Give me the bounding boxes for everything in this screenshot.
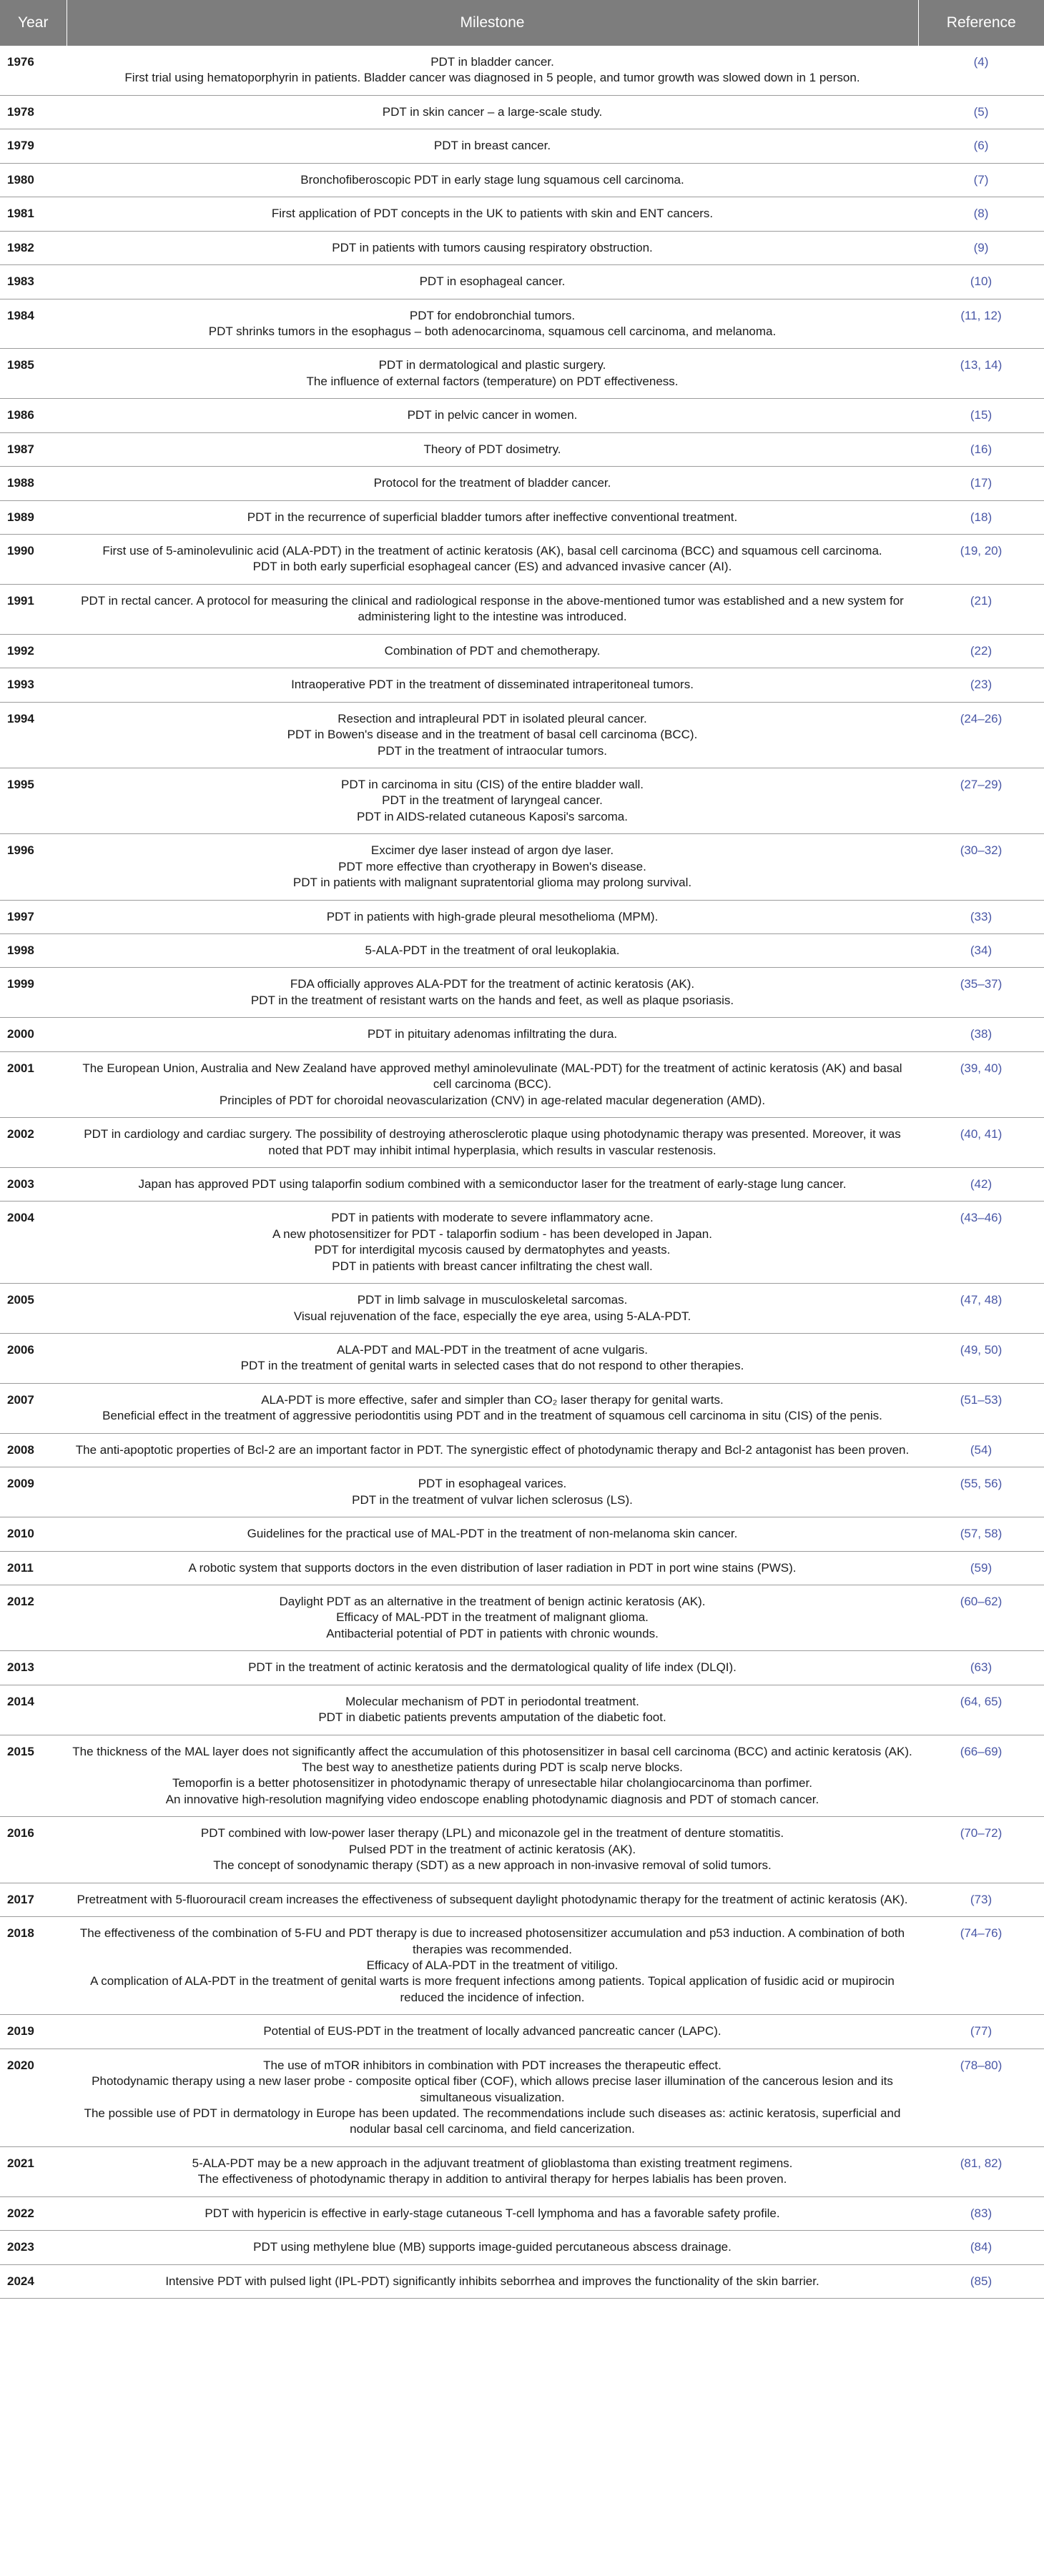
reference-link[interactable]: (66–69) <box>960 1744 1003 1758</box>
table-row <box>0 1551 1044 1585</box>
year-cell: 1986 <box>7 408 34 422</box>
milestone-line: PDT in both early superficial esophageal cancer (ES) and advanced invasive cancer (AI). <box>252 560 732 574</box>
year-cell: 1995 <box>7 777 34 791</box>
year-cell: 1993 <box>7 678 34 692</box>
milestone-line: The thickness of the MAL layer does not significantly affect the accumulation of this photosensitizer in basal cell carcinoma (BCC) and actinic keratosis (AK). <box>72 1744 912 1758</box>
milestone-line: Temoporfin is a better photosensitizer in photodynamic therapy of unresectable hilar cholangiocarcinoma than porfimer. <box>172 1776 812 1790</box>
reference-link[interactable]: (70–72) <box>960 1826 1003 1841</box>
reference-link[interactable]: (39, 40) <box>960 1061 1003 1075</box>
milestone-cell <box>67 2049 918 2146</box>
milestone-line: An innovative high-resolution magnifying video endoscope enabling photodynamic diagnosis and PDT of stomach cancer. <box>165 1792 819 1806</box>
reference-link[interactable]: (17) <box>970 476 993 490</box>
milestone-line: Potential of EUS-PDT in the treatment of locally advanced pancreatic cancer (LAPC). <box>263 2024 722 2038</box>
milestone-line: Protocol for the treatment of bladder cancer. <box>373 476 611 490</box>
year-cell: 1989 <box>7 510 34 524</box>
table-row <box>0 1883 1044 1916</box>
milestone-cell <box>67 535 918 585</box>
milestone-line: 5-ALA-PDT may be a new approach in the adjuvant treatment of glioblastoma than existing treatment regimens. <box>192 2156 793 2170</box>
milestone-line: PDT shrinks tumors in the esophagus – both adenocarcinoma, squamous cell carcinoma, and melanoma. <box>208 324 777 338</box>
milestone-cell <box>67 1334 918 1384</box>
year-cell: 2013 <box>7 1660 34 1675</box>
milestone-cell <box>67 668 918 702</box>
milestone-cell <box>67 1685 918 1735</box>
milestone-line: Japan has approved PDT using talaporfin sodium combined with a semiconductor laser for the treatment of early-stage lung cancer. <box>138 1176 847 1191</box>
reference-link[interactable]: (43–46) <box>960 1211 1003 1225</box>
milestone-cell <box>67 1383 918 1433</box>
reference-link[interactable]: (64, 65) <box>960 1694 1003 1708</box>
year-cell: 1988 <box>7 476 34 490</box>
milestone-cell <box>67 432 918 466</box>
milestone-line: Pretreatment with 5-fluorouracil cream increases the effectiveness of subsequent daylight photodynamic therapy for the treatment of actinic keratosis (AK). <box>77 1892 908 1906</box>
reference-link[interactable]: (19, 20) <box>960 544 1003 558</box>
milestone-line: A complication of ALA-PDT in the treatment of genital warts is more frequent infections among patients. Topical application of fusidic acid or mupirocin reduced the incidence of infection. <box>90 1974 895 2004</box>
table-row <box>0 1018 1044 1051</box>
milestone-line: PDT in rectal cancer. A protocol for measuring the clinical and radiological response in the above-mentioned tumor was established and a new system for administering light to the intestine was introduced. <box>81 593 904 624</box>
milestone-line: PDT in patients with high-grade pleural mesothelioma (MPM). <box>326 909 659 923</box>
year-cell: 1980 <box>7 172 34 187</box>
table-row <box>0 968 1044 1018</box>
table-row <box>0 934 1044 968</box>
milestone-line: PDT in patients with breast cancer infiltrating the chest wall. <box>332 1259 653 1273</box>
reference-link[interactable]: (30–32) <box>960 843 1003 858</box>
reference-link[interactable]: (4) <box>973 55 989 69</box>
milestone-cell <box>67 1735 918 1817</box>
milestone-line: Theory of PDT dosimetry. <box>423 442 561 456</box>
reference-link[interactable]: (21) <box>970 593 993 608</box>
milestone-line: PDT in the treatment of actinic keratosis and the dermatological quality of life index (DLQI). <box>248 1660 737 1675</box>
table-row <box>0 1517 1044 1551</box>
reference-link[interactable]: (13, 14) <box>960 358 1003 372</box>
table-row <box>0 500 1044 534</box>
year-cell: 1996 <box>7 843 34 858</box>
table-row <box>0 1685 1044 1735</box>
milestone-line: PDT in esophageal cancer. <box>419 274 566 289</box>
milestone-cell <box>67 702 918 768</box>
milestone-line: ALA-PDT is more effective, safer and simpler than CO₂ laser therapy for genital warts. <box>261 1392 724 1407</box>
milestone-line: PDT in esophageal varices. <box>418 1477 567 1491</box>
milestone-cell <box>67 968 918 1018</box>
milestone-cell <box>67 1551 918 1585</box>
reference-link[interactable]: (5) <box>973 104 989 119</box>
table-row <box>0 197 1044 231</box>
reference-link[interactable]: (22) <box>970 643 993 658</box>
milestone-cell <box>67 1433 918 1467</box>
reference-link[interactable]: (60–62) <box>960 1594 1003 1608</box>
reference-link[interactable]: (16) <box>970 442 993 456</box>
reference-link[interactable]: (11, 12) <box>960 308 1002 322</box>
year-cell: 1998 <box>7 943 34 957</box>
table-row <box>0 1585 1044 1650</box>
milestone-line: Antibacterial potential of PDT in patients with chronic wounds. <box>326 1626 659 1640</box>
milestone-line: PDT in carcinoma in situ (CIS) of the entire bladder wall. <box>341 777 644 791</box>
table-row <box>0 1051 1044 1117</box>
milestone-cell <box>67 900 918 933</box>
milestone-line: Principles of PDT for choroidal neovascularization (CNV) in age-related macular degeneration (AMD). <box>219 1093 766 1107</box>
milestone-cell <box>67 2015 918 2049</box>
milestone-line: PDT in the treatment of intraocular tumors. <box>378 743 607 758</box>
table-row <box>0 1202 1044 1284</box>
year-cell: 2021 <box>7 2156 34 2170</box>
table-row <box>0 2015 1044 2049</box>
milestone-line: ALA-PDT and MAL-PDT in the treatment of acne vulgaris. <box>337 1343 648 1357</box>
year-cell: 2024 <box>7 2274 34 2288</box>
year-cell: 1990 <box>7 544 34 558</box>
milestone-line: Photodynamic therapy using a new laser probe - composite optical fiber (COF), which allows precise laser illumination of the cancerous lesion and its simultaneous visualization. <box>92 2074 893 2104</box>
milestone-cell <box>67 768 918 833</box>
table-row <box>0 768 1044 833</box>
reference-link[interactable]: (42) <box>970 1176 993 1191</box>
milestone-cell <box>67 299 918 349</box>
reference-link[interactable]: (27–29) <box>960 777 1003 791</box>
milestone-cell <box>67 1202 918 1284</box>
table-row <box>0 2264 1044 2298</box>
milestone-line: PDT more effective than cryotherapy in Bowen's disease. <box>338 859 646 873</box>
milestone-line: Intensive PDT with pulsed light (IPL-PDT) significantly inhibits seborrhea and improves the functionality of the skin barrier. <box>165 2274 819 2288</box>
reference-link[interactable]: (85) <box>970 2274 993 2288</box>
header-milestone: Milestone <box>67 0 918 46</box>
year-cell: 2003 <box>7 1176 34 1191</box>
year-cell: 2002 <box>7 1127 34 1141</box>
table-row <box>0 702 1044 768</box>
milestone-line: PDT in Bowen's disease and in the treatment of basal cell carcinoma (BCC). <box>287 728 698 742</box>
milestone-line: PDT in pelvic cancer in women. <box>407 408 578 422</box>
milestone-cell <box>67 46 918 95</box>
milestone-line: PDT for interdigital mycosis caused by dermatophytes and yeasts. <box>314 1243 671 1257</box>
reference-link[interactable]: (24–26) <box>960 711 1003 725</box>
table-row <box>0 231 1044 264</box>
year-cell: 2000 <box>7 1027 34 1041</box>
milestone-cell <box>67 1585 918 1650</box>
year-cell: 1991 <box>7 593 34 608</box>
table-row <box>0 399 1044 432</box>
milestone-line: First use of 5-aminolevulinic acid (ALA-PDT) in the treatment of actinic keratosis (AK), basal cell carcinoma (BCC) and squamous cell carcinoma. <box>102 544 882 558</box>
milestone-line: Excimer dye laser instead of argon dye laser. <box>370 843 614 858</box>
reference-link[interactable]: (84) <box>970 2240 993 2254</box>
milestone-line: PDT in AIDS-related cutaneous Kaposi's sarcoma. <box>356 809 628 823</box>
milestone-line: The possible use of PDT in dermatology in Europe has been updated. The recommendations include such diseases as: actinic keratosis, superficial and nodular basal cell carcinoma, and field cancerization. <box>84 2106 901 2136</box>
reference-link[interactable]: (81, 82) <box>960 2156 1003 2170</box>
milestone-cell <box>67 349 918 399</box>
year-cell: 1985 <box>7 358 34 372</box>
table-row <box>0 467 1044 500</box>
milestone-line: PDT in the recurrence of superficial bladder tumors after ineffective conventional treatment. <box>247 510 738 524</box>
year-cell: 2022 <box>7 2206 34 2220</box>
milestone-line: PDT in skin cancer – a large-scale study. <box>382 104 603 119</box>
milestone-cell <box>67 231 918 264</box>
reference-link[interactable]: (59) <box>970 1560 993 1575</box>
table-row <box>0 1817 1044 1883</box>
reference-link[interactable]: (8) <box>973 207 989 221</box>
milestone-cell <box>67 1018 918 1051</box>
milestone-line: PDT in bladder cancer. <box>430 55 554 69</box>
milestone-cell <box>67 399 918 432</box>
milestone-line: Guidelines for the practical use of MAL-PDT in the treatment of non-melanoma skin cancer. <box>247 1527 738 1541</box>
milestone-line: Combination of PDT and chemotherapy. <box>384 643 601 658</box>
table-body <box>0 46 1044 2299</box>
year-cell: 1997 <box>7 909 34 923</box>
table-row <box>0 2196 1044 2230</box>
milestone-line: PDT in the treatment of resistant warts on the hands and feet, as well as plaque psoriasis. <box>250 993 734 1007</box>
milestone-line: PDT in patients with moderate to severe inflammatory acne. <box>331 1211 654 1225</box>
year-cell: 2001 <box>7 1061 34 1075</box>
year-cell: 2009 <box>7 1477 34 1491</box>
milestone-line: PDT in limb salvage in musculoskeletal sarcomas. <box>357 1293 628 1307</box>
milestone-line: PDT in patients with malignant supratentorial glioma may prolong survival. <box>292 876 692 890</box>
year-cell: 1981 <box>7 207 34 221</box>
reference-link[interactable]: (78–80) <box>960 2058 1003 2072</box>
table-row <box>0 1735 1044 1817</box>
milestone-line: The influence of external factors (temperature) on PDT effectiveness. <box>306 374 679 388</box>
table-row <box>0 668 1044 702</box>
milestone-cell <box>67 2146 918 2196</box>
reference-link[interactable]: (40, 41) <box>960 1127 1003 1141</box>
milestone-cell <box>67 1467 918 1517</box>
table-row <box>0 95 1044 129</box>
reference-link[interactable]: (55, 56) <box>960 1477 1003 1491</box>
reference-link[interactable]: (38) <box>970 1027 993 1041</box>
milestone-line: Efficacy of MAL-PDT in the treatment of malignant glioma. <box>336 1610 649 1625</box>
year-cell: 1976 <box>7 55 34 69</box>
year-cell: 2019 <box>7 2024 34 2038</box>
table-row <box>0 584 1044 634</box>
milestone-line: Efficacy of ALA-PDT in the treatment of vitiligo. <box>366 1958 619 1972</box>
table-row <box>0 163 1044 197</box>
table-row <box>0 634 1044 668</box>
milestone-line: PDT in the treatment of vulvar lichen sclerosus (LS). <box>352 1492 633 1507</box>
year-cell: 2015 <box>7 1744 34 1758</box>
table-row <box>0 535 1044 585</box>
milestone-cell <box>67 1917 918 2015</box>
milestone-cell <box>67 2196 918 2230</box>
reference-link[interactable]: (6) <box>973 139 989 153</box>
year-cell: 2008 <box>7 1442 34 1457</box>
year-cell: 2014 <box>7 1694 34 1708</box>
milestone-line: The effectiveness of the combination of 5-FU and PDT therapy is due to increased photosensitizer accumulation and p53 induction. A combination of both therapies was recommended. <box>79 1926 905 1956</box>
milestone-line: PDT with hypericin is effective in early-stage cutaneous T-cell lymphoma and has a favorable safety profile. <box>205 2206 780 2220</box>
milestone-line: PDT for endobronchial tumors. <box>409 308 576 322</box>
reference-link[interactable]: (63) <box>970 1660 993 1675</box>
milestone-line: Pulsed PDT in the treatment of actinic keratosis (AK). <box>348 1842 636 1856</box>
milestone-cell <box>67 197 918 231</box>
milestone-cell <box>67 1167 918 1201</box>
milestone-line: 5-ALA-PDT in the treatment of oral leukoplakia. <box>365 943 620 957</box>
year-cell: 1984 <box>7 308 34 322</box>
milestone-line: The use of mTOR inhibitors in combination with PDT increases the therapeutic effect. <box>263 2058 722 2072</box>
reference-link[interactable]: (9) <box>973 240 989 254</box>
milestone-line: First trial using hematoporphyrin in patients. Bladder cancer was diagnosed in 5 people, and tumor growth was slowed down in 1 person. <box>124 71 860 85</box>
table-row <box>0 834 1044 900</box>
year-cell: 1978 <box>7 104 34 119</box>
milestone-cell <box>67 1517 918 1551</box>
reference-link[interactable]: (33) <box>970 909 993 923</box>
year-cell: 1994 <box>7 711 34 725</box>
reference-link[interactable]: (10) <box>970 274 993 289</box>
header-row <box>0 0 1044 46</box>
year-cell: 2006 <box>7 1343 34 1357</box>
milestone-line: PDT in diabetic patients prevents amputation of the diabetic foot. <box>318 1710 666 1725</box>
reference-link[interactable]: (35–37) <box>960 977 1003 991</box>
milestone-line: The concept of sonodynamic therapy (SDT) as a new approach in non-invasive removal of solid tumors. <box>213 1858 772 1873</box>
milestone-cell <box>67 834 918 900</box>
milestone-line: The effectiveness of photodynamic therapy in addition to antiviral therapy for herpes labialis has been proven. <box>197 2172 787 2186</box>
table-row <box>0 1383 1044 1433</box>
milestone-cell <box>67 2231 918 2264</box>
table-row <box>0 2231 1044 2264</box>
milestone-line: A robotic system that supports doctors in the even distribution of laser radiation in PDT in port wine stains (PWS). <box>188 1560 797 1575</box>
table-row <box>0 1284 1044 1334</box>
year-cell: 1979 <box>7 139 34 153</box>
year-cell: 2020 <box>7 2058 34 2072</box>
milestone-line: PDT in breast cancer. <box>433 139 551 153</box>
table-row <box>0 46 1044 95</box>
milestone-cell <box>67 1284 918 1334</box>
milestone-line: First application of PDT concepts in the UK to patients with skin and ENT cancers. <box>271 207 714 221</box>
milestone-line: Intraoperative PDT in the treatment of disseminated intraperitoneal tumors. <box>291 678 694 692</box>
year-cell: 1992 <box>7 643 34 658</box>
reference-link[interactable]: (54) <box>970 1442 993 1457</box>
milestone-line: PDT in the treatment of laryngeal cancer. <box>382 793 603 808</box>
milestone-line: Visual rejuvenation of the face, especially the eye area, using 5-ALA-PDT. <box>293 1309 691 1323</box>
year-cell: 2011 <box>7 1560 34 1575</box>
milestone-cell <box>67 467 918 500</box>
milestone-cell <box>67 1051 918 1117</box>
milestone-line: PDT in patients with tumors causing respiratory obstruction. <box>332 240 653 254</box>
reference-link[interactable]: (51–53) <box>960 1392 1003 1407</box>
table-row <box>0 1917 1044 2015</box>
milestone-cell <box>67 1651 918 1685</box>
year-cell: 1987 <box>7 442 34 456</box>
reference-link[interactable]: (23) <box>970 678 993 692</box>
milestone-cell <box>67 934 918 968</box>
milestone-cell <box>67 1118 918 1168</box>
reference-link[interactable]: (7) <box>973 172 989 187</box>
table-row <box>0 1334 1044 1384</box>
milestone-cell <box>67 265 918 299</box>
milestone-line: PDT using methylene blue (MB) supports image-guided percutaneous abscess drainage. <box>253 2240 732 2254</box>
milestone-line: FDA officially approves ALA-PDT for the treatment of actinic keratosis (AK). <box>290 977 695 991</box>
table-row <box>0 1651 1044 1685</box>
reference-link[interactable]: (74–76) <box>960 1926 1003 1941</box>
year-cell: 2010 <box>7 1527 34 1541</box>
milestone-line: The European Union, Australia and New Zealand have approved methyl aminolevulinate (MAL-PDT) for the treatment of actinic keratosis (AK) and basal cell carcinoma (BCC). <box>82 1061 902 1091</box>
reference-link[interactable]: (83) <box>970 2206 993 2220</box>
table-row <box>0 1118 1044 1168</box>
milestone-cell <box>67 1817 918 1883</box>
milestone-cell <box>67 1883 918 1916</box>
milestone-cell <box>67 129 918 163</box>
year-cell: 2017 <box>7 1892 34 1906</box>
reference-link[interactable]: (47, 48) <box>960 1293 1003 1307</box>
table-row <box>0 2146 1044 2196</box>
milestone-line: PDT in cardiology and cardiac surgery. The possibility of destroying atherosclerotic plaque using photodynamic therapy was presented. Moreover, it was noted that PDT may inhibit intimal hyperplasia, which results in vascular restenosis. <box>84 1127 901 1157</box>
milestone-line: PDT in pituitary adenomas infiltrating the dura. <box>367 1027 618 1041</box>
milestone-cell <box>67 584 918 634</box>
year-cell: 2005 <box>7 1293 34 1307</box>
milestone-line: The best way to anesthetize patients during PDT is scalp nerve blocks. <box>302 1760 683 1774</box>
milestone-line: Daylight PDT as an alternative in the treatment of benign actinic keratosis (AK). <box>279 1594 706 1608</box>
year-cell: 2004 <box>7 1211 34 1225</box>
milestone-cell <box>67 500 918 534</box>
header-year: Year <box>0 0 67 46</box>
milestone-line: PDT in dermatological and plastic surgery. <box>378 358 606 372</box>
table-row <box>0 2049 1044 2146</box>
table-row <box>0 900 1044 933</box>
reference-link[interactable]: (73) <box>970 1892 993 1906</box>
table-row <box>0 299 1044 349</box>
milestone-line: Molecular mechanism of PDT in periodontal treatment. <box>345 1694 639 1708</box>
milestone-line: Resection and intrapleural PDT in isolated pleural cancer. <box>338 711 647 725</box>
year-cell: 2023 <box>7 2240 34 2254</box>
table-row <box>0 432 1044 466</box>
milestone-cell <box>67 95 918 129</box>
year-cell: 1982 <box>7 240 34 254</box>
year-cell: 1999 <box>7 977 34 991</box>
milestone-line: Beneficial effect in the treatment of aggressive periodontitis using PDT and in the treatment of squamous cell carcinoma in situ (CIS) of the penis. <box>102 1409 882 1423</box>
reference-link[interactable]: (49, 50) <box>960 1343 1003 1357</box>
milestone-line: A new photosensitizer for PDT - talaporfin sodium - has been developed in Japan. <box>272 1227 712 1241</box>
milestone-line: Bronchofiberoscopic PDT in early stage lung squamous cell carcinoma. <box>300 172 684 187</box>
table-row <box>0 1433 1044 1467</box>
year-cell: 1983 <box>7 274 34 289</box>
table-row <box>0 1467 1044 1517</box>
year-cell: 2016 <box>7 1826 34 1841</box>
year-cell: 2012 <box>7 1594 34 1608</box>
milestone-line: The anti-apoptotic properties of Bcl-2 are an important factor in PDT. The synergistic effect of photodynamic therapy and Bcl-2 antagonist has been proven. <box>75 1442 910 1457</box>
year-cell: 2018 <box>7 1926 34 1941</box>
table-row <box>0 265 1044 299</box>
header-reference: Reference <box>918 0 1044 46</box>
reference-link[interactable]: (77) <box>970 2024 993 2038</box>
reference-link[interactable]: (34) <box>970 943 993 957</box>
year-cell: 2007 <box>7 1392 34 1407</box>
milestone-cell <box>67 634 918 668</box>
milestone-line: PDT in the treatment of genital warts in selected cases that do not respond to other therapies. <box>240 1359 744 1373</box>
reference-link[interactable]: (57, 58) <box>960 1527 1003 1541</box>
milestone-cell <box>67 163 918 197</box>
milestone-cell <box>67 2264 918 2298</box>
table-row <box>0 129 1044 163</box>
milestone-line: PDT combined with low-power laser therapy (LPL) and miconazole gel in the treatment of denture stomatitis. <box>200 1826 784 1841</box>
reference-link[interactable]: (15) <box>970 408 993 422</box>
reference-link[interactable]: (18) <box>970 510 993 524</box>
table-row <box>0 349 1044 399</box>
table-row <box>0 1167 1044 1201</box>
